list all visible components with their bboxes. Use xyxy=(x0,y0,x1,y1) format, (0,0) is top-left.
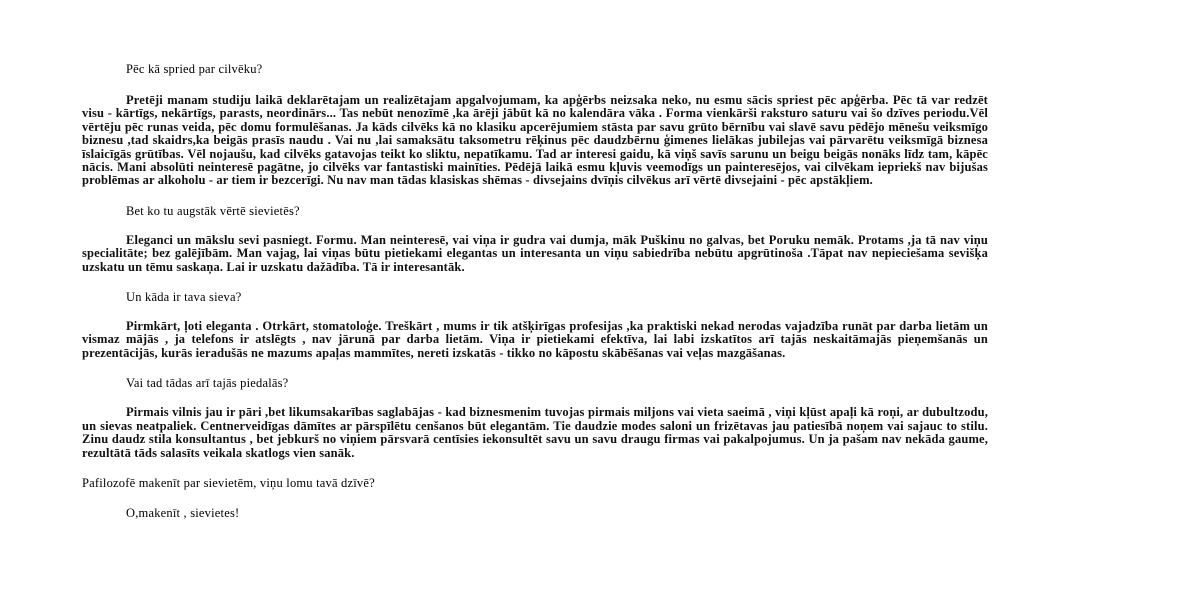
answer-3: Pirmkārt, ļoti eleganta . Otrkārt, stomatoloģe. Treškārt , mums ir tik atšķirīgas profesijas ,ka praktiski nekad nerodas vajadzība runāt par darba lietām un vismaz mājās , ja telefons ir atslēgts , nav jārunā par darba lietām. Viņa ir pietiekami efektīva, lai labi izskatītos arī tajās neskaitāmajās pieņemšanās un prezentācijās, kurās ieradušās ne mazums apaļas mammītes, nereti izskatās - tikko no kāpostu skābēšanas vai veļas mazgāšanas. xyxy=(82,319,988,360)
question-5: Pafilozofē makenīt par sievietēm, viņu lomu tavā dzīvē? xyxy=(82,475,375,490)
question-3: Un kāda ir tava sieva? xyxy=(126,290,242,305)
question-2: Bet ko tu augstāk vērtē sievietēs? xyxy=(126,203,300,218)
question-4: Vai tad tādas arī tajās piedalās? xyxy=(126,376,289,391)
answer-1: Pretēji manam studiju laikā deklarētajam un realizētajam apgalvojumam, ka apģērbs neizsaka neko, nu esmu sācis spriest pēc apģērba. Pēc tā var redzēt visu - kārtīgs, nekārtīgs, parasts, neordinārs... Tas nebūt nenozīmē ,ka ārēji jābūt kā no kalendāra vāka . Forma vienkārši raksturo saturu vai šo dzīves periodu.Vēl vērtēju pēc runas veida, pēc domu formulēšanas. Ja kāds cilvēks kā no klasiku apcerējumiem stāsta par savu grūto bērnību vai slavē savu pēdējo mēnešu veiksmīgo biznesu ,tad skaidrs,ka beigās prasīs naudu . Vai nu ,lai samaksātu taksometru rēķinus pēc daudzbērnu ģimenes lielākas jubilejas vai pārvarētu veiksmīgā biznesa īslaicīgās grūtības. Vēl nojaušu, kad cilvēks gatavojas teikt ko sliktu, nepatīkamu. Tad ar interesi gaidu, kā viņš savīs sarunu un beigu beigās nonāks līdz tam, kāpēc nācis. Mani absolūti neinteresē pagātne, jo cilvēks var fantastiski mainīties. Pēdējā laikā esmu kļuvis veemodīgs un painteresējos, vai cilvēkam iepriekš nav bijušas problēmas ar alkoholu - ar tiem ir bezcerīgi. Nu nav man tādas klasiskas shēmas - divsejains dvīņis cilvēkus arī vērtē divsejaini - pēc apstākļiem. xyxy=(82,93,988,188)
question-6: O,makenīt , sievietes! xyxy=(126,505,240,520)
answer-2: Eleganci un mākslu sevi pasniegt. Formu. Man neinteresē, vai viņa ir gudra vai dumja, māk Puškinu no galvas, bet Poruku nemāk. Protams ,ja tā nav viņu specialitāte; bez galējībām. Man vajag, lai viņas būtu pietiekami elegantas un interesanta un viņu sabiedrība nebūtu apgrūtinoša .Tāpat nav nepieciešama sevišķa uzskatu un tēmu saskaņa. Lai ir uzskatu dažādība. Tā ir interesantāk. xyxy=(82,232,988,274)
question-1: Pēc kā spried par cilvēku? xyxy=(126,62,263,76)
answer-4: Pirmais vilnis jau ir pāri ,bet likumsakarības saglabājas - kad biznesmenim tuvojas pirmais miljons vai vieta saeimā , viņi kļūst apaļi kā roņi, ar dubultzodu, un sievas neatpaliek. Centnerveidīgas dāmītes ar pārspīlētu cenšanos būt elegantām. Tie daudzie modes saloni un frizētavas jau patiesībā noņem vai sajauc to stilu. Zinu daudz stila konsultantus , bet jebkurš no viņiem pārsvarā centīsies iekonsultēt savu un savu draugu firmas vai pakalpojumus. Un ja pašam nav nekāda gaume, rezultātā tāds salasīts veikala skatlogs vien sanāk. xyxy=(82,405,988,460)
